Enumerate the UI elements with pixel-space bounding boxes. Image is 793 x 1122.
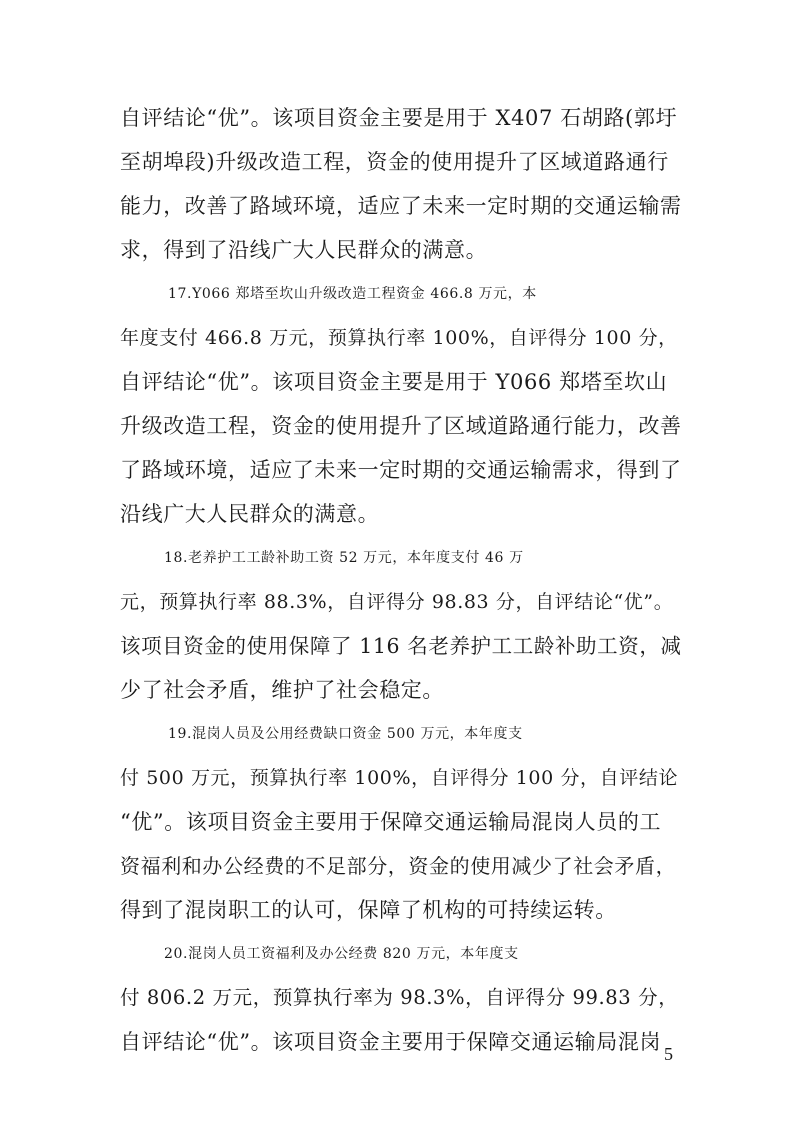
paragraph-20-first-line: 20.混岗人员工资福利及办公经费 820 万元，本年度支 bbox=[164, 946, 519, 962]
text-line: 元，预算执行率 88.3%，自评得分 98.83 分，自评结论“优”。 bbox=[120, 591, 674, 613]
text-line: 升级改造工程，资金的使用提升了区域道路通行能力，改善 bbox=[120, 414, 682, 438]
text-line: 资福利和办公经费的不足部分，资金的使用减少了社会矛盾， bbox=[120, 854, 677, 878]
text-line: “优”。该项目资金主要用于保障交通运输局混岗人员的工 bbox=[120, 810, 662, 834]
text-line: 得到了混岗职工的认可，保障了机构的可持续运转。 bbox=[120, 898, 617, 922]
text-line: 少了社会矛盾，维护了社会稳定。 bbox=[120, 678, 444, 702]
paragraph-19-first-line: 19.混岗人员及公用经费缺口资金 500 万元，本年度支 bbox=[168, 726, 523, 742]
page-number: 5 bbox=[664, 1044, 673, 1064]
text-line: 了路域环境，适应了未来一定时期的交通运输需求，得到了 bbox=[120, 458, 682, 482]
text-line: 至胡埠段)升级改造工程，资金的使用提升了区域道路通行 bbox=[120, 150, 669, 174]
text-line: 自评结论“优”。该项目资金主要是用于 Y066 郑塔至坎山 bbox=[120, 370, 668, 394]
text-line: 年度支付 466.8 万元，预算执行率 100%，自评得分 100 分， bbox=[120, 327, 678, 349]
text-line: 付 806.2 万元，预算执行率为 98.3%，自评得分 99.83 分， bbox=[120, 986, 679, 1009]
text-line: 沿线广大人民群众的满意。 bbox=[120, 502, 380, 526]
text-line: 能力，改善了路域环境，适应了未来一定时期的交通运输需 bbox=[120, 194, 682, 218]
text-line: 该项目资金的使用保障了 116 名老养护工工龄补助工资，减 bbox=[120, 634, 682, 658]
text-line: 求，得到了沿线广大人民群众的满意。 bbox=[120, 238, 488, 262]
paragraph-18-first-line: 18.老养护工工龄补助工资 52 万元，本年度支付 46 万 bbox=[164, 550, 524, 566]
text-line: 自评结论“优”。该项目资金主要用于保障交通运输局混岗 bbox=[120, 1030, 662, 1054]
text-line: 付 500 万元，预算执行率 100%，自评得分 100 分，自评结论 bbox=[120, 767, 679, 789]
text-line: 自评结论“优”。该项目资金主要是用于 X407 石胡路(郭圩 bbox=[120, 106, 678, 130]
paragraph-17-first-line: 17.Y066 郑塔至坎山升级改造工程资金 466.8 万元，本 bbox=[168, 286, 537, 302]
